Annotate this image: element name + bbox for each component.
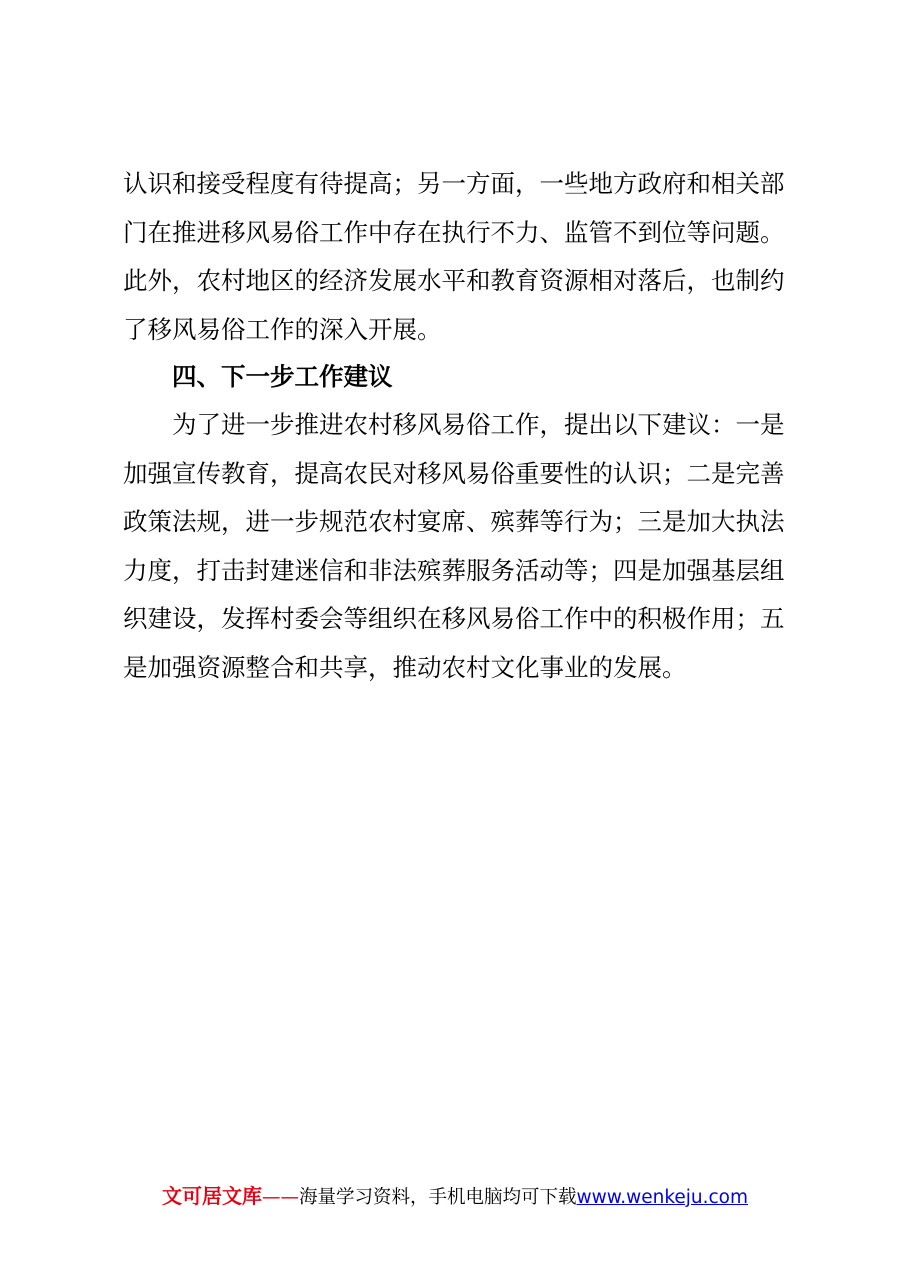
footer-dash: —— — [262, 1187, 299, 1208]
text-line: 织建设，发挥村委会等组织在移风易俗工作中的积极作用；五 — [123, 604, 785, 634]
text-line: 认识和接受程度有待提高；另一方面，一些地方政府和相关部 — [123, 169, 785, 198]
text-line: 是加强资源整合和共享，推动农村文化事业的发展。 — [123, 652, 687, 682]
footer-banner — [162, 1181, 748, 1213]
text-line: 门在推进移风易俗工作中存在执行不力、监管不到位等问题。 — [123, 217, 785, 247]
website-link[interactable]: www.wenkeju.com — [576, 1187, 749, 1208]
text-line: 政策法规，进一步规范农村宴席、殡葬等行为；三是加大执法 — [123, 507, 785, 537]
text-line: 了移风易俗工作的深入开展。 — [123, 314, 442, 344]
paragraph-problems — [123, 160, 785, 354]
text-line: 加强宣传教育，提高农民对移风易俗重要性的认识；二是完善 — [123, 458, 785, 488]
footer-slogan: 海量学习资料，手机电脑均可下载 — [299, 1187, 577, 1208]
section-heading: 四、下一步工作建议 — [172, 362, 393, 391]
text-line: 为了进一步推进农村移风易俗工作，提出以下建议：一是 — [123, 410, 785, 439]
text-line: 力度，打击封建迷信和非法殡葬服务活动等；四是加强基层组 — [123, 555, 785, 585]
text-line: 此外，农村地区的经济发展水平和教育资源相对落后，也制约 — [123, 266, 785, 296]
paragraph-suggestions — [123, 401, 785, 693]
brand-name: 文可居文库 — [162, 1184, 262, 1208]
